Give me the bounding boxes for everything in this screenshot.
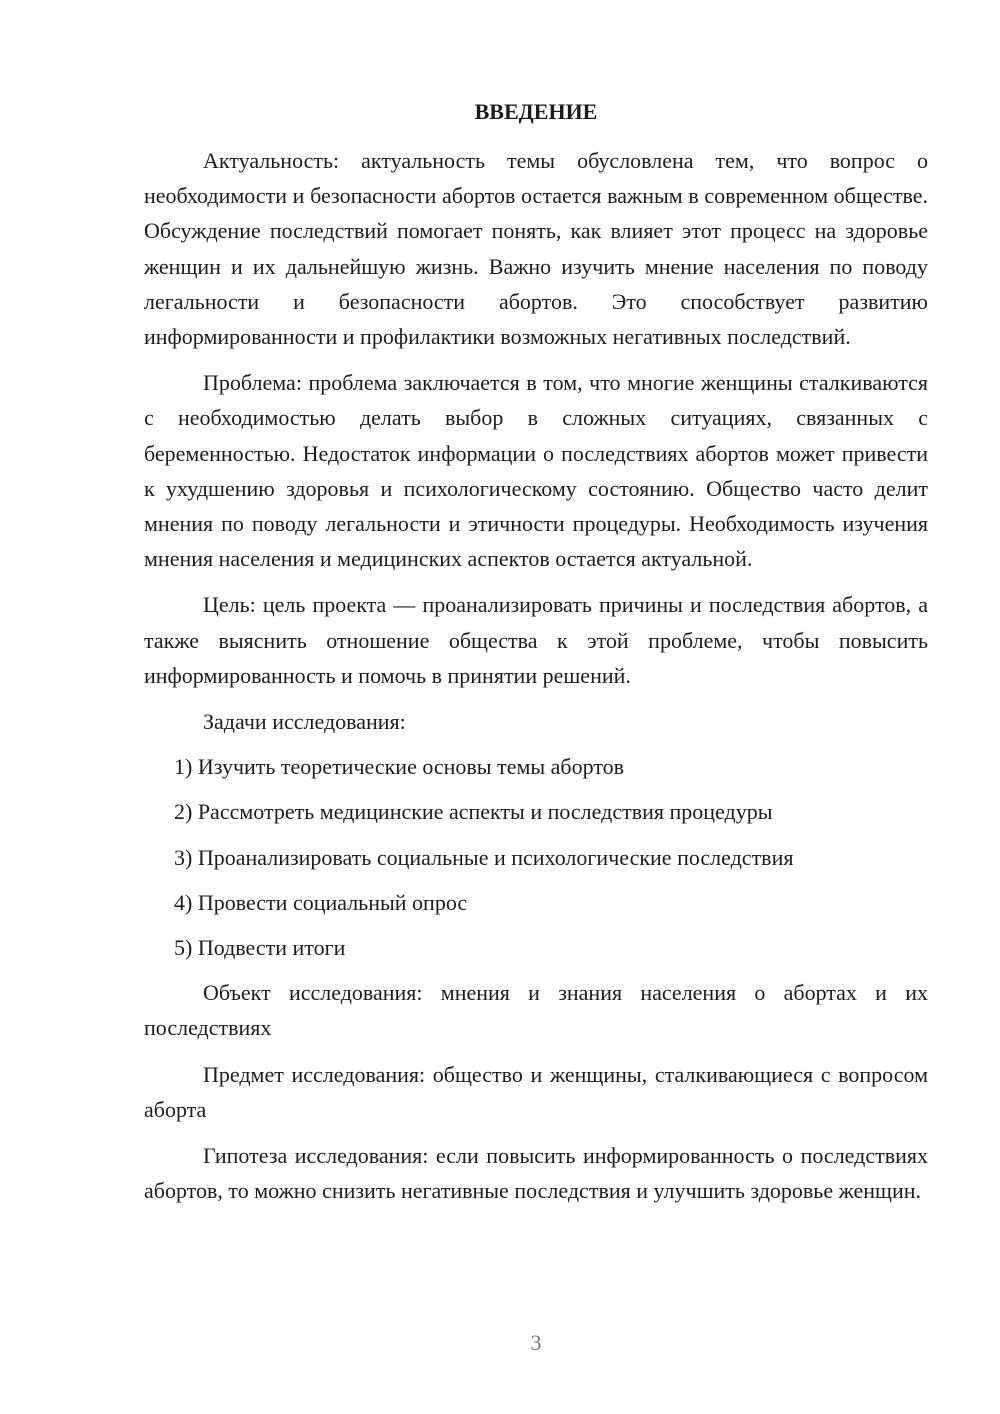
- list-item: 5) Подвести итоги: [174, 935, 346, 961]
- list-item: 3) Проанализировать социальные и психологические последствия: [174, 844, 794, 870]
- list-item: 4) Провести социальный опрос: [174, 889, 468, 915]
- page-title: ВВЕДЕНИЕ: [474, 99, 598, 124]
- paragraph-object: Объект исследования: мнения и знания населения о абортах и их последствиях: [144, 980, 928, 1041]
- paragraph-subject: Предмет исследования: общество и женщины, сталкивающиеся с вопросом аборта: [144, 1061, 928, 1122]
- page-number: 3: [530, 1330, 542, 1355]
- page-content: [144, 94, 928, 1219]
- paragraph-hypothesis: Гипотеза исследования: если повысить информированность о последствиях абортов, то можно снизить негативные последствия и улучшить здоровье женщин.: [144, 1143, 928, 1204]
- paragraph-goal: Цель: цель проекта — проанализировать причины и последствия абортов, а также выяснить отношение общества к этой проблеме, чтобы повысить информированность и помочь в принятии решений.: [144, 592, 928, 688]
- list-item: 2) Рассмотреть медицинские аспекты и последствия процедуры: [174, 799, 773, 825]
- task-list: [144, 749, 928, 965]
- tasks-heading: Задачи исследования:: [203, 709, 406, 735]
- list-item: 1) Изучить теоретические основы темы абортов: [174, 754, 625, 780]
- paragraph-problem: Проблема: проблема заключается в том, что многие женщины сталкиваются с необходимостью делать выбор в сложных ситуациях, связанных с беременностью. Недостаток информации о последствиях абортов может привести к ухудшению здоровья и психологическому состоянию. Общество часто делит мнения по поводу легальности и этичности процедуры. Необходимость изучения мнения населения и медицинских аспектов остается актуальной.: [144, 370, 928, 572]
- paragraph-relevance: Актуальность: актуальность темы обусловлена тем, что вопрос о необходимости и безопасности абортов остается важным в современном обществе. Обсуждение последствий помогает понять, как влияет этот процесс на здоровье женщин и их дальнейшую жизнь. Важно изучить мнение населения по поводу легальности и безопасности абортов. Это способствует развитию информированности и профилактики возможных негативных последствий.: [144, 148, 928, 350]
